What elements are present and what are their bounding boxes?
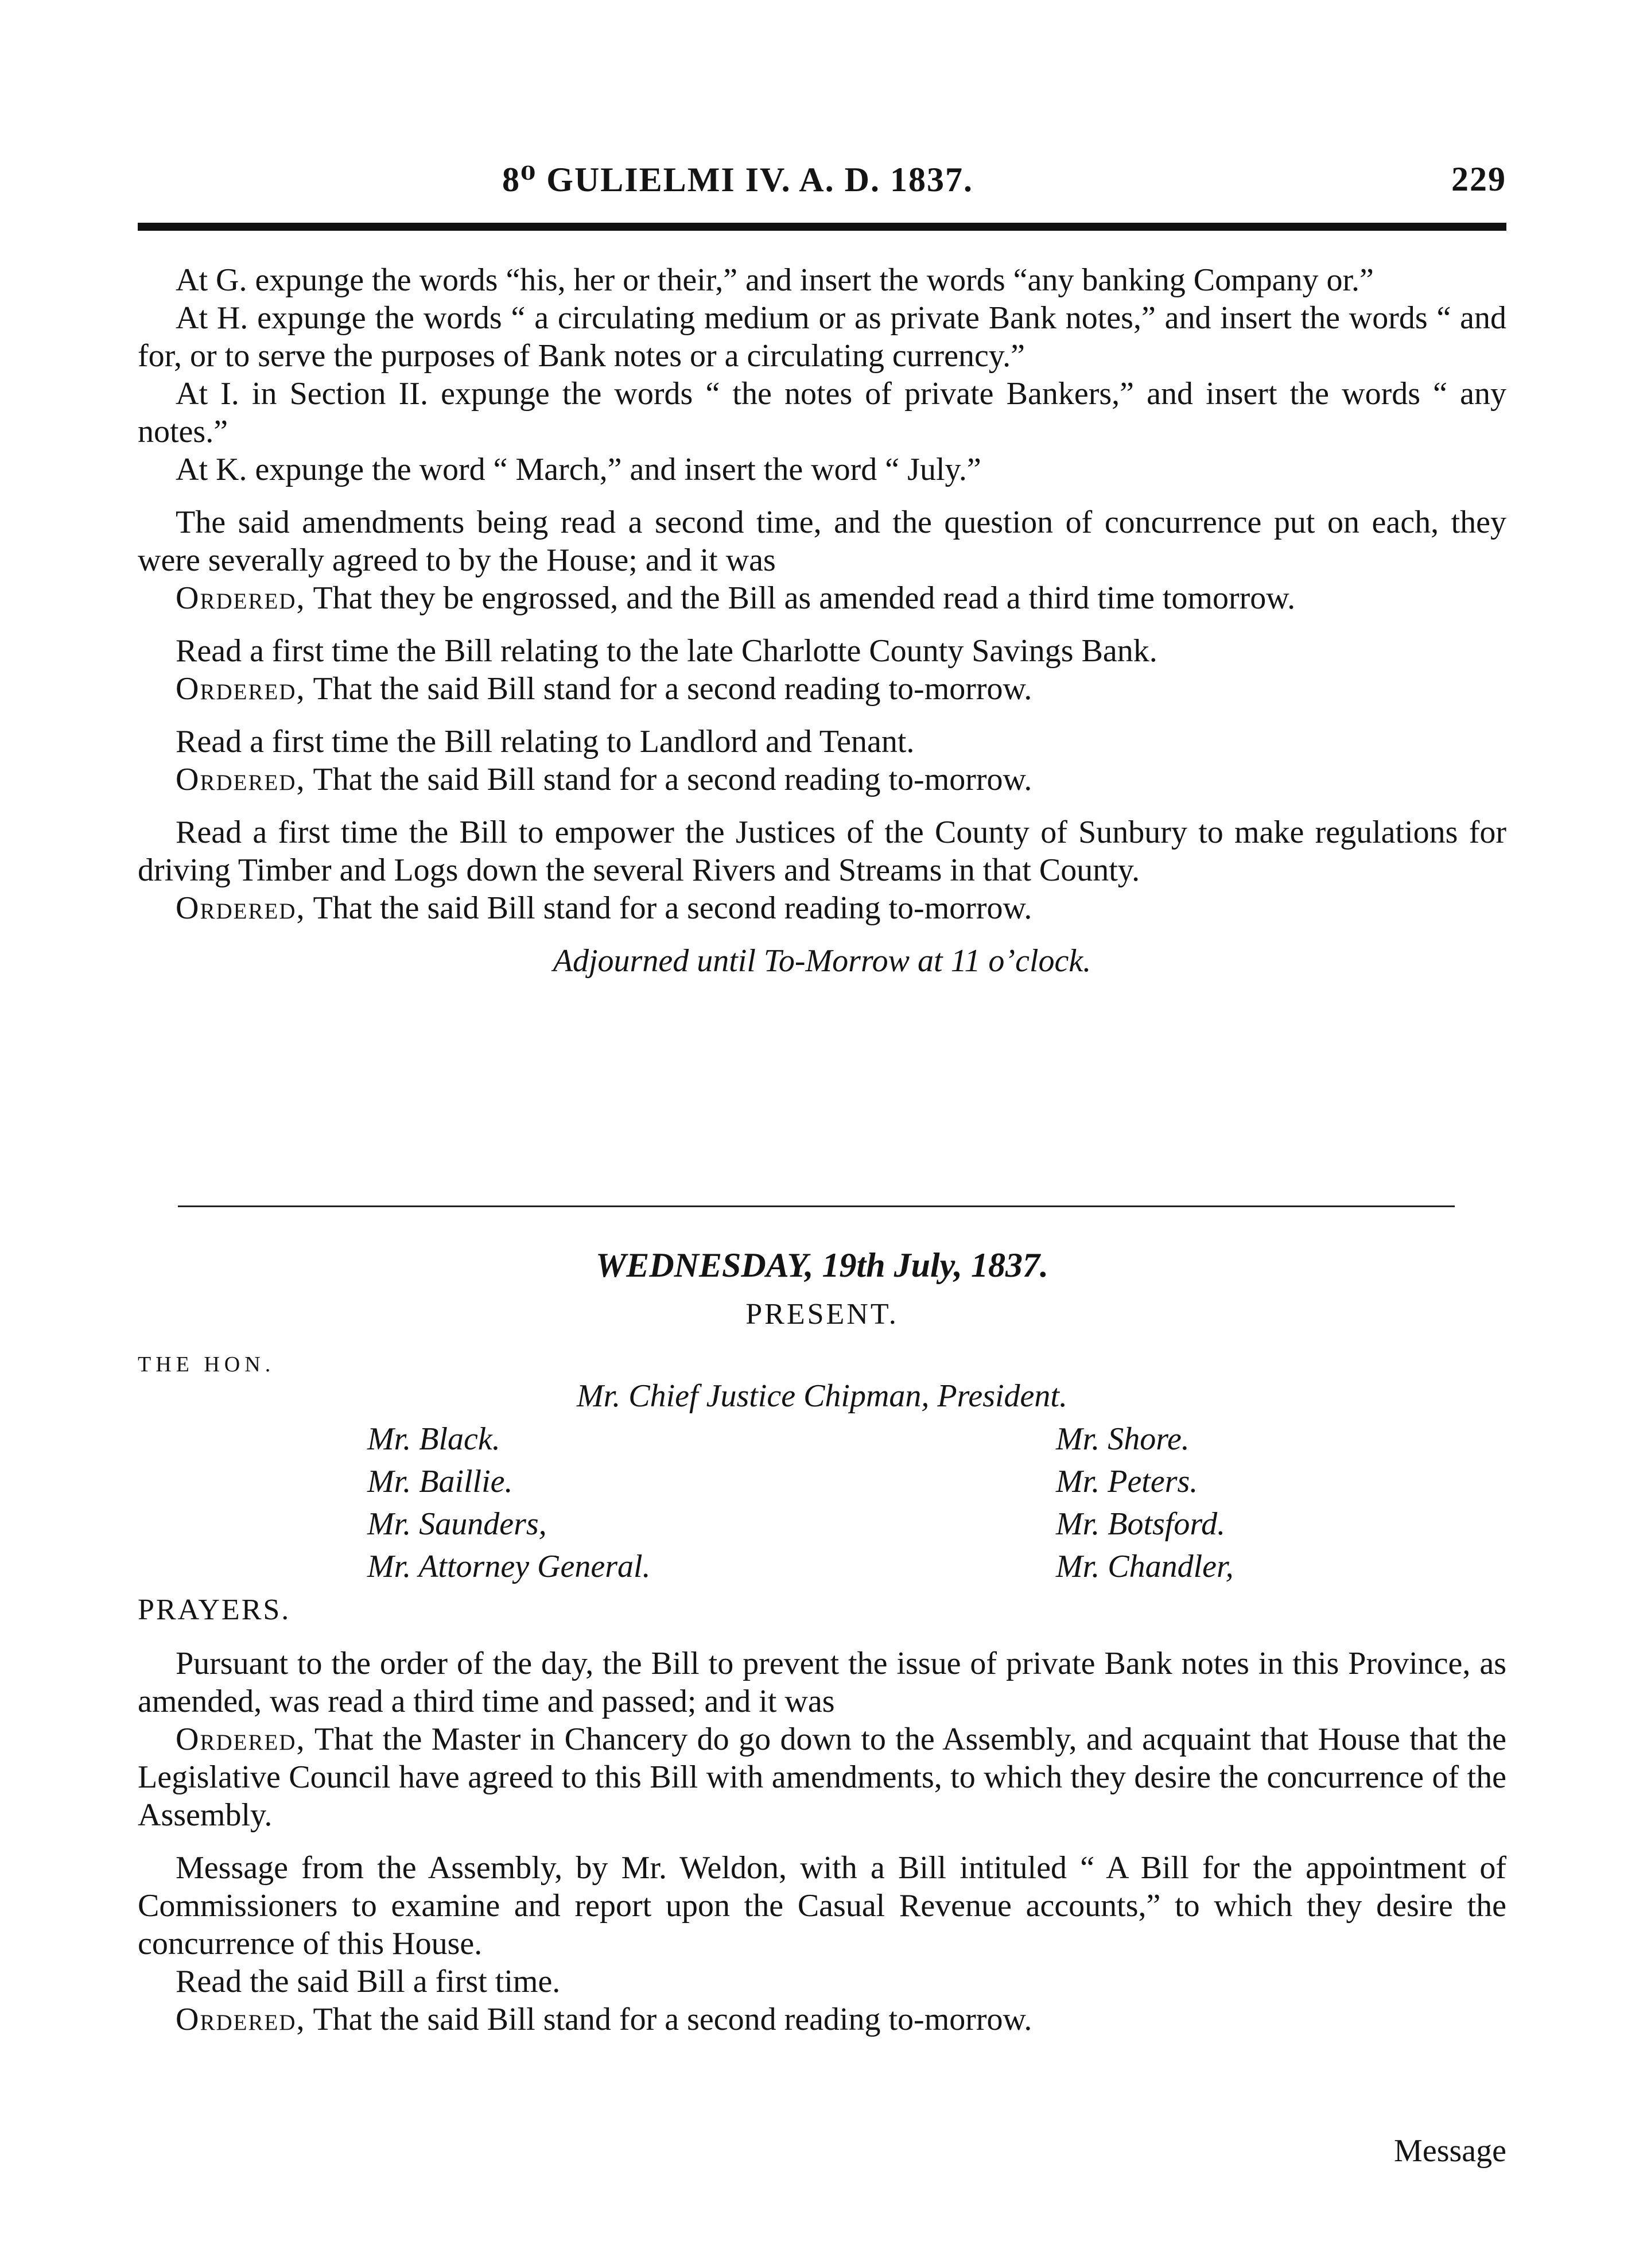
member-peters: Mr. Peters. [1056, 1464, 1198, 1499]
adjourned-line: Adjourned until To-Morrow at 11 o’clock. [553, 943, 1091, 979]
ordered-label: Ordered, [176, 890, 306, 926]
ordered-engrossed [138, 579, 1506, 617]
ordered-text: That the said Bill stand for a second reading to-morrow. [305, 890, 1032, 926]
members-right [1056, 1418, 1234, 1588]
member-saunders: Mr. Saunders, [367, 1506, 547, 1542]
ordered-label: Ordered, [176, 671, 306, 707]
header-rule [138, 223, 1506, 231]
member-black: Mr. Black. [367, 1421, 500, 1457]
ordered-text: That the said Bill stand for a second reading to-morrow. [305, 671, 1032, 707]
member-baillie: Mr. Baillie. [367, 1464, 513, 1499]
running-head [138, 160, 1506, 211]
read-first-line: Read the said Bill a first time. [176, 1964, 561, 1999]
ordered-label: Ordered, [176, 580, 306, 616]
ordered-text: That the said Bill stand for a second reading to-morrow. [305, 2002, 1032, 2037]
running-title: 8⁰ GULIELMI IV. A. D. 1837. [502, 161, 973, 199]
page-number: 229 [1451, 160, 1506, 198]
member-shore: Mr. Shore. [1056, 1421, 1190, 1457]
president-line: Mr. Chief Justice Chipman, President. [577, 1378, 1067, 1414]
assembly-message: Message from the Assembly, by Mr. Weldon, with a Bill intituled “ A Bill for the appointment of Commissioners to examine and report upon the Casual Revenue accounts,” to which they desire the concurrence of this House. [138, 1850, 1506, 1961]
member-attorney-general: Mr. Attorney General. [367, 1549, 651, 1584]
sitting-date: WEDNESDAY, 19th July, 1837. [595, 1246, 1049, 1284]
member-botsford: Mr. Botsford. [1056, 1506, 1226, 1542]
sunbury-bill-read: Read a first time the Bill to empower the Justices of the County of Sunbury to make regulations for driving Timber and Logs down the several Rivers and Streams in that County. [138, 815, 1506, 888]
ordered-text: That the Master in Chancery do go down to the Assembly, and acquaint that House that the Legislative Council have agreed to this Bill with amendments, to which they desire the concurrence of the Assembly. [138, 1722, 1506, 1833]
amendment-g: At G. expunge the words “his, her or their,” and insert the words “any banking Company or.” [176, 262, 1374, 298]
landlord-bill-read: Read a first time the Bill relating to Landlord and Tenant. [176, 724, 915, 759]
ordered-label: Ordered, [176, 2002, 306, 2037]
ordered-text: That the said Bill stand for a second reading to-morrow. [305, 762, 1032, 797]
prayers-label: PRAYERS. [138, 1594, 291, 1626]
ordered-label: Ordered, [176, 1722, 306, 1757]
catchword: Message [1394, 2133, 1506, 2169]
section-divider [178, 1205, 1455, 1207]
second-reading-ordered [138, 2001, 1506, 2038]
present-label: PRESENT. [745, 1298, 899, 1331]
charlotte-bill-ordered [138, 670, 1506, 708]
members-left [367, 1418, 651, 1588]
amendment-k: At K. expunge the word “ March,” and insert the word “ July.” [176, 452, 981, 487]
landlord-bill-ordered [138, 761, 1506, 798]
amendments-concurrence: The said amendments being read a second time, and the question of concurrence put on each, they were severally agreed to by the House; and it was [138, 505, 1506, 578]
amendment-h: At H. expunge the words “ a circulating medium or as private Bank notes,” and insert the words “ and for, or to serve the purposes of Bank notes or a circulating currency.” [138, 300, 1506, 374]
ordered-label: Ordered, [176, 762, 306, 797]
the-hon-label: THE HON. [138, 1352, 275, 1377]
sunbury-bill-ordered [138, 889, 1506, 927]
ordered-text: That they be engrossed, and the Bill as amended read a third time tomorrow. [305, 580, 1296, 616]
section-wednesday-proceedings [138, 1645, 1506, 2038]
pursuant-para: Pursuant to the order of the day, the Bill to prevent the issue of private Bank notes in this Province, as amended, was read a third time and passed; and it was [138, 1646, 1506, 1719]
member-chandler: Mr. Chandler, [1056, 1549, 1234, 1584]
amendment-i: At I. in Section II. expunge the words “ the notes of private Bankers,” and insert the words “ any notes.” [138, 376, 1506, 449]
master-ordered [138, 1720, 1506, 1834]
charlotte-bill-read: Read a first time the Bill relating to the late Charlotte County Savings Bank. [176, 633, 1157, 669]
section-amendments [138, 261, 1506, 995]
